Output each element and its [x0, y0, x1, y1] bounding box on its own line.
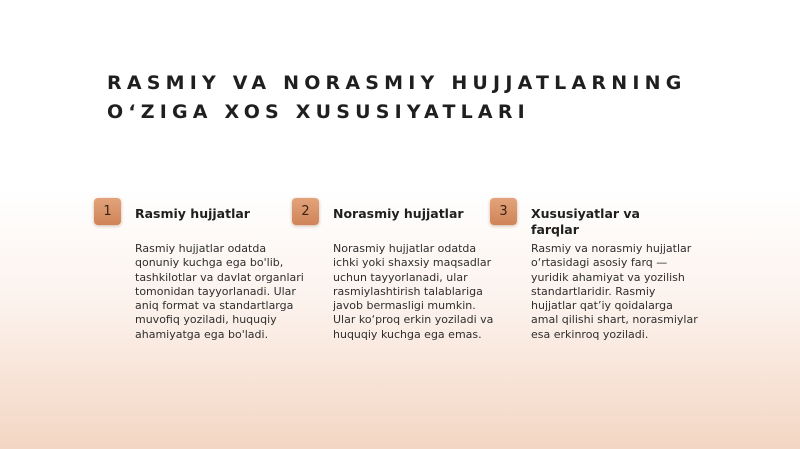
column-body-text [531, 242, 703, 342]
slide-title-line-1: RASMIY VA NORASMIY HUJJATLARNING [107, 72, 687, 94]
number-badge-2: 2 [292, 198, 319, 225]
column-heading [531, 206, 681, 238]
body-line: Norasmiy hujjatlar odatda [333, 242, 477, 255]
slide-title [107, 69, 767, 127]
body-line: hujjatlar qat’iy qoidalarga [531, 299, 673, 313]
number-badge-1: 1 [94, 198, 121, 225]
body-line: huquqiy kuchga ega emas. [333, 327, 482, 341]
column-heading: Rasmiy hujjatlar [135, 206, 250, 221]
heading-line: Xususiyatlar va [531, 206, 640, 221]
body-line: muvofiq yoziladi, huquqiy [135, 313, 277, 327]
body-line: Rasmiy va norasmiy hujjatlar [531, 242, 692, 255]
body-line: amal qilishi shart, norasmiylar [531, 313, 698, 327]
body-line: Ular ko‘proq erkin yoziladi va [333, 313, 494, 327]
slide-title-line-2: O‘ZIGA XOS XUSUSIYATLARI [107, 101, 530, 123]
column-heading: Norasmiy hujjatlar [333, 206, 464, 221]
body-line: uchun tayyorlanadi, ular [333, 270, 468, 284]
body-line: tashkilotlar va davlat organlari [135, 270, 304, 284]
body-line: rasmiylashtirish talablariga [333, 284, 483, 298]
body-line: ichki yoki shaxsiy maqsadlar [333, 256, 492, 270]
body-line: esa erkinroq yoziladi. [531, 327, 649, 341]
body-line: qonuniy kuchga ega bo'lib, [135, 256, 284, 270]
body-line: Rasmiy hujjatlar odatda [135, 242, 267, 255]
body-line: ahamiyatga ega bo'ladi. [135, 327, 269, 341]
body-line: aniq format va standartlarga [135, 299, 294, 313]
body-line: yuridik ahamiyat va yozilish [531, 270, 685, 284]
number-badge-3: 3 [490, 198, 517, 225]
body-line: o‘rtasidagi asosiy farq — [531, 256, 668, 270]
column-body-text [333, 242, 505, 342]
column-body-text [135, 242, 307, 342]
heading-line: farqlar [531, 222, 579, 237]
body-line: standartlaridir. Rasmiy [531, 284, 656, 298]
body-line: javob bermasligi mumkin. [333, 299, 476, 313]
body-line: tomonidan tayyorlanadi. Ular [135, 284, 296, 298]
